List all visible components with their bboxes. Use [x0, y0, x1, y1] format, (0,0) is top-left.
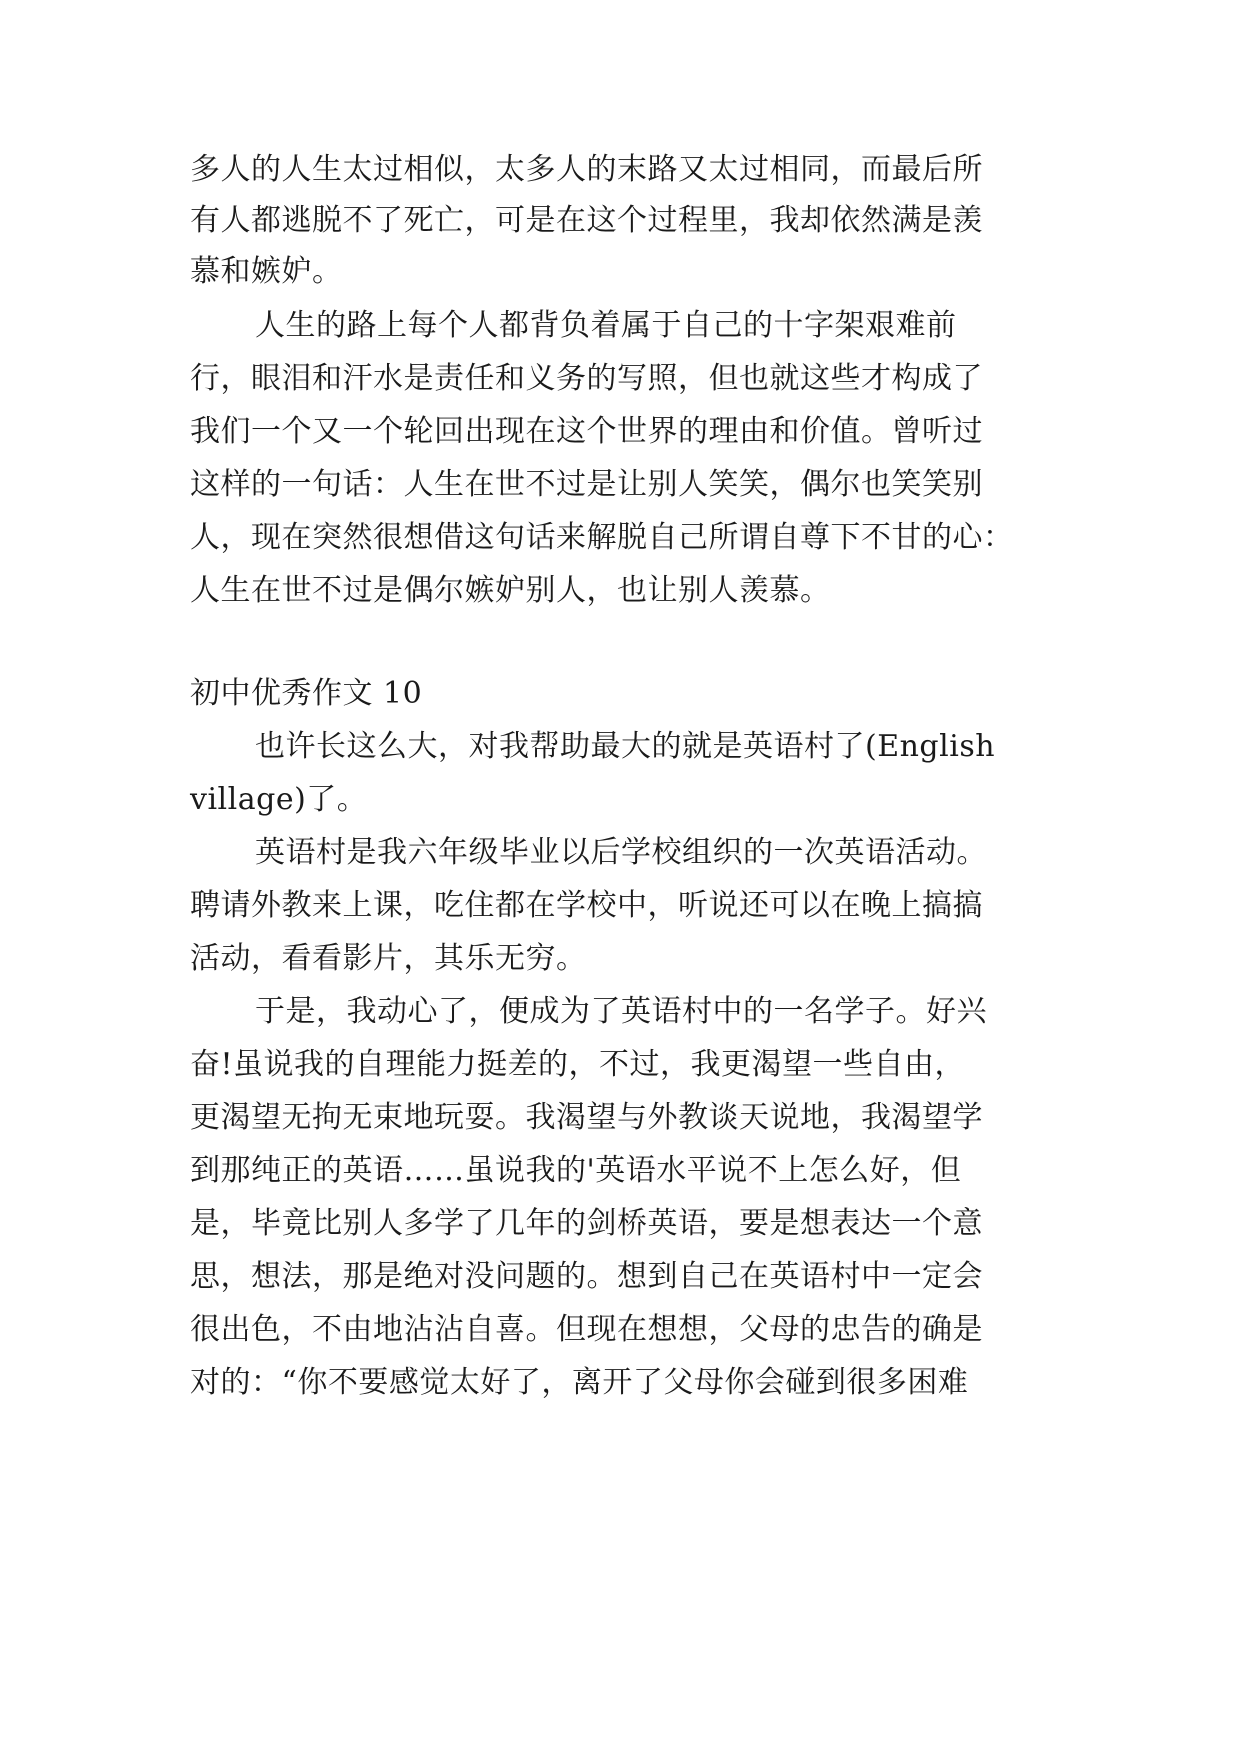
section-title: 初中优秀作文 10: [190, 676, 423, 711]
text-line: 有人都逃脱不了死亡，可是在这个过程里，我却依然满是羡: [190, 203, 983, 238]
text-line: 活动，看看影片，其乐无穷。: [190, 941, 587, 976]
text-line: 很出色，不由地沾沾自喜。但现在想想，父母的忠告的确是: [190, 1312, 983, 1347]
text-line: 更渴望无拘无束地玩耍。我渴望与外教谈天说地，我渴望学: [190, 1100, 983, 1135]
text-line: 对的：“你不要感觉太好了，离开了父母你会碰到很多困难: [190, 1365, 969, 1400]
text-line: 多人的人生太过相似，太多人的末路又太过相同，而最后所: [190, 152, 983, 187]
text-line: 奋!虽说我的自理能力挺差的，不过，我更渴望一些自由，: [190, 1047, 966, 1082]
text-line: 行，眼泪和汗水是责任和义务的写照，但也就这些才构成了: [190, 361, 983, 396]
text-line: 人，现在突然很想借这句话来解脱自己所谓自尊下不甘的心：: [190, 520, 1014, 555]
text-line: 慕和嫉妒。: [190, 254, 343, 289]
text-line: village)了。: [190, 782, 368, 817]
text-line: 英语村是我六年级毕业以后学校组织的一次英语活动。: [255, 835, 987, 870]
text-line: 这样的一句话：人生在世不过是让别人笑笑，偶尔也笑笑别: [190, 467, 983, 502]
text-line: 人生的路上每个人都背负着属于自己的十字架艰难前: [255, 308, 957, 343]
text-line: 聘请外教来上课，吃住都在学校中，听说还可以在晚上搞搞: [190, 888, 983, 923]
text-line: 到那纯正的英语……虽说我的'英语水平说不上怎么好，但: [190, 1153, 962, 1188]
text-line: 是，毕竟比别人多学了几年的剑桥英语，要是想表达一个意: [190, 1206, 983, 1241]
text-line: 人生在世不过是偶尔嫉妒别人，也让别人羡慕。: [190, 573, 831, 608]
text-line: 于是，我动心了，便成为了英语村中的一名学子。好兴: [255, 994, 987, 1029]
text-line: 我们一个又一个轮回出现在这个世界的理由和价值。曾听过: [190, 414, 983, 449]
text-line: 思，想法，那是绝对没问题的。想到自己在英语村中一定会: [190, 1259, 983, 1294]
text-line: 也许长这么大，对我帮助最大的就是英语村了(English: [255, 729, 996, 764]
